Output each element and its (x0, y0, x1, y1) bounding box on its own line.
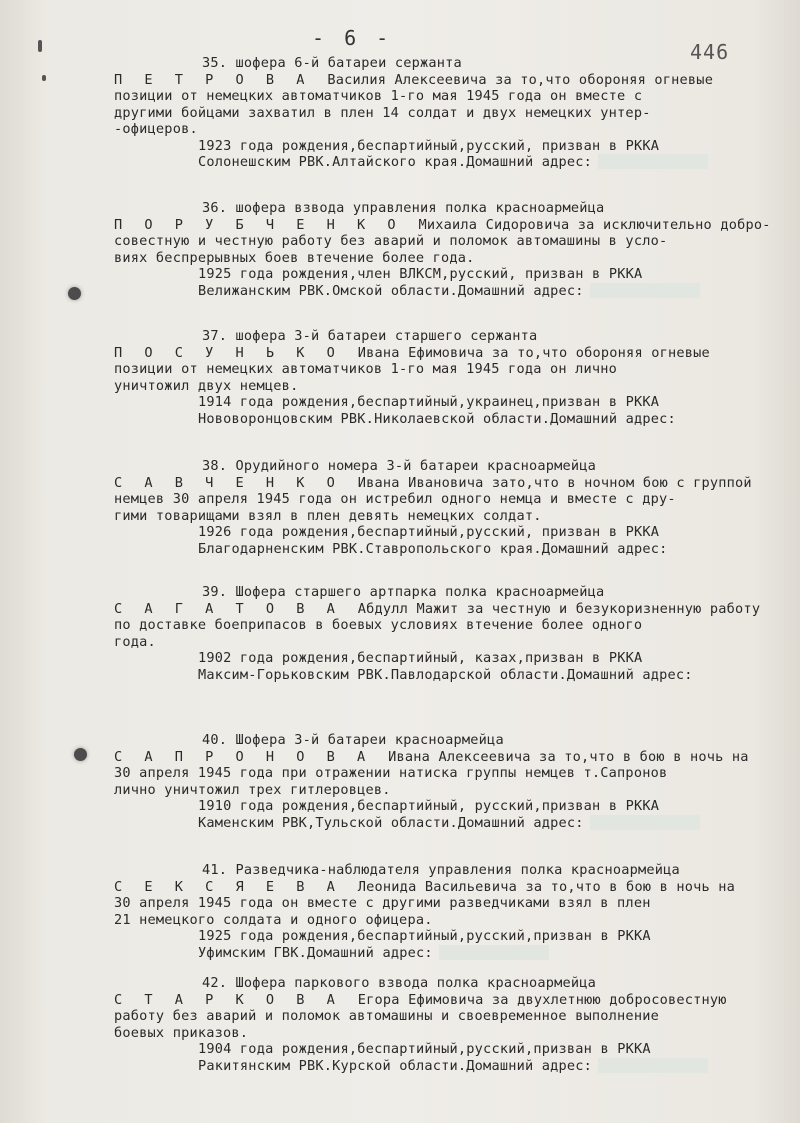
entry-text-line: 30 апреля 1945 года при отражении натиска группы немцев т.Сапронов (114, 765, 668, 781)
entry-text-line: боевых приказов. (114, 1024, 249, 1041)
entry-text-line: по доставке боеприпасов в боевых условиях втечение более одного (114, 617, 643, 633)
entry-text-line: другими бойцами захватил в плен 14 солдат и двух немецких унтер- (114, 104, 651, 121)
entry-text-line: работу без аварий и поломок автомашины и своевременное выполнение (114, 1008, 659, 1024)
entry-bio-line: Нововоронцовским РВК.Николаевской области.Домашний адрес: (198, 410, 676, 427)
entry-surname: С А В Ч Е Н К О (114, 474, 342, 491)
entry-heading: 40. Шофера 3-й батареи красноармейца (202, 732, 504, 748)
address-redaction (598, 154, 708, 169)
award-entry-37 (114, 328, 774, 427)
entry-surname: П Е Т Р О В А (114, 71, 312, 88)
entry-bio-line: Велижанским РВК.Омской области.Домашний адрес: (198, 282, 584, 299)
entry-text-line: Леонида Васильевича за то,что в бою в ночь на (357, 878, 736, 895)
entry-text-line: уничтожил двух немцев. (114, 377, 299, 394)
award-entry-39 (114, 584, 774, 683)
entry-text-line: 30 апреля 1945 года он вместе с другими разведчиками взял в плен (114, 895, 651, 911)
entry-bio-line: Уфимским ГВК.Домашний адрес: (198, 944, 433, 961)
entry-text-line: 21 немецкого солдата и одного офицера. (114, 911, 433, 928)
entry-text-line: виях беспрерывных боев втечение более года. (114, 249, 475, 266)
entry-text-line: позиции от немецких автоматчиков 1-го мая 1945 года он лично (114, 361, 618, 377)
punch-hole (68, 287, 81, 300)
entry-bio-line: Солонешским РВК.Алтайского края.Домашний адрес: (198, 154, 593, 170)
address-redaction (598, 1058, 708, 1073)
award-entry-36 (114, 200, 774, 299)
entry-heading: 35. шофера 6-й батареи сержанта (202, 55, 462, 71)
entry-bio-line: 1925 года рождения,беспартийный,русский,призван в РККА (198, 928, 651, 944)
entry-text-line: -офицеров. (114, 121, 198, 137)
entry-bio-line: Каменским РВК,Тульской области.Домашний адрес: (198, 814, 584, 831)
entry-heading: 39. Шофера старшего артпарка полка красноармейца (202, 584, 605, 600)
entry-text-line: Василия Алексеевича за то,что обороняя огневые (327, 71, 714, 88)
entry-text-line: немцев 30 апреля 1945 года он истребил одного немца и вместе с дру- (114, 491, 676, 507)
entry-text-line: позиции от немецких автоматчиков 1-го мая 1945 года он вместе с (114, 88, 643, 104)
entry-surname: С А П Р О Н О В А (114, 748, 373, 765)
entry-text-line: лично уничтожил трех гитлеровцев. (114, 781, 391, 798)
entry-text-line: года. (114, 633, 156, 650)
address-redaction (439, 945, 549, 960)
entry-bio-line: Благодарненским РВК.Ставропольского края.Домашний адрес: (198, 540, 668, 557)
entry-bio-line: 1904 года рождения,беспартийный,русский,призван в РККА (198, 1041, 651, 1057)
entry-bio-line: 1914 года рождения,беспартийный,украинец,призван в РККА (198, 394, 660, 410)
entry-heading: 42. Шофера паркового взвода полка красноармейца (202, 975, 597, 991)
page-number: - 6 - (312, 26, 393, 50)
entry-surname: С А Г А Т О В А (114, 600, 342, 617)
award-entry-38 (114, 458, 774, 557)
entry-text-line: Михаила Сидоровича за исключительно добро- (418, 216, 771, 233)
entry-bio-line: 1925 года рождения,член ВЛКСМ,русский, призван в РККА (198, 266, 643, 282)
margin-mark (42, 75, 46, 81)
margin-mark (38, 40, 42, 52)
punch-hole (74, 748, 87, 761)
entry-heading: 38. Орудийного номера 3-й батареи красноармейца (202, 458, 597, 474)
address-redaction (590, 283, 700, 298)
entry-text-line: Ивана Алексеевича за то,что в бою в ночь на (388, 748, 749, 765)
entry-text-line: Ивана Ефимовича за то,что обороняя огневые (357, 344, 710, 361)
entry-text-line: Абдулл Мажит за честную и безукоризненную работу (357, 600, 761, 617)
address-redaction (590, 815, 700, 830)
entry-text-line: Ивана Ивановича зато,что в ночном бою с группой (357, 474, 752, 491)
entry-surname: П О Р У Б Ч Е Н К О (114, 216, 403, 233)
entry-bio-line: Ракитянским РВК.Курской области.Домашний адрес: (198, 1057, 593, 1074)
entry-text-line: гими товарищами взял в плен девять немецких солдат. (114, 507, 542, 524)
entry-bio-line: 1910 года рождения,беспартийный, русский,призван в РККА (198, 798, 660, 814)
award-entry-41 (114, 862, 774, 961)
award-entry-42 (114, 975, 774, 1074)
entry-text-line: совестную и честную работу без аварий и поломок автомашины в усло- (114, 233, 668, 249)
entry-bio-line: Максим-Горьковским РВК.Павлодарской области.Домашний адрес: (198, 666, 693, 683)
entry-surname: С Е К С Я Е В А (114, 878, 342, 895)
archive-number: 446 (690, 40, 730, 64)
entry-heading: 36. шофера взвода управления полка красноармейца (202, 200, 605, 216)
entry-bio-line: 1923 года рождения,беспартийный,русский, призван в РККА (198, 137, 660, 154)
entry-heading: 37. шофера 3-й батареи старшего сержанта (202, 328, 538, 344)
award-entry-40 (114, 732, 774, 831)
entry-heading: 41. Разведчика-наблюдателя управления полка красноармейца (202, 862, 680, 878)
entry-surname: С Т А Р К О В А (114, 991, 342, 1008)
entry-surname: П О С У Н Ь К О (114, 344, 342, 361)
award-entry-35 (114, 55, 774, 171)
entry-text-line: Егора Ефимовича за двухлетнюю добросовестную (357, 991, 727, 1008)
entry-bio-line: 1926 года рождения,беспартийный,русский, призван в РККА (198, 524, 660, 540)
entry-bio-line: 1902 года рождения,беспартийный, казах,призван в РККА (198, 650, 643, 666)
